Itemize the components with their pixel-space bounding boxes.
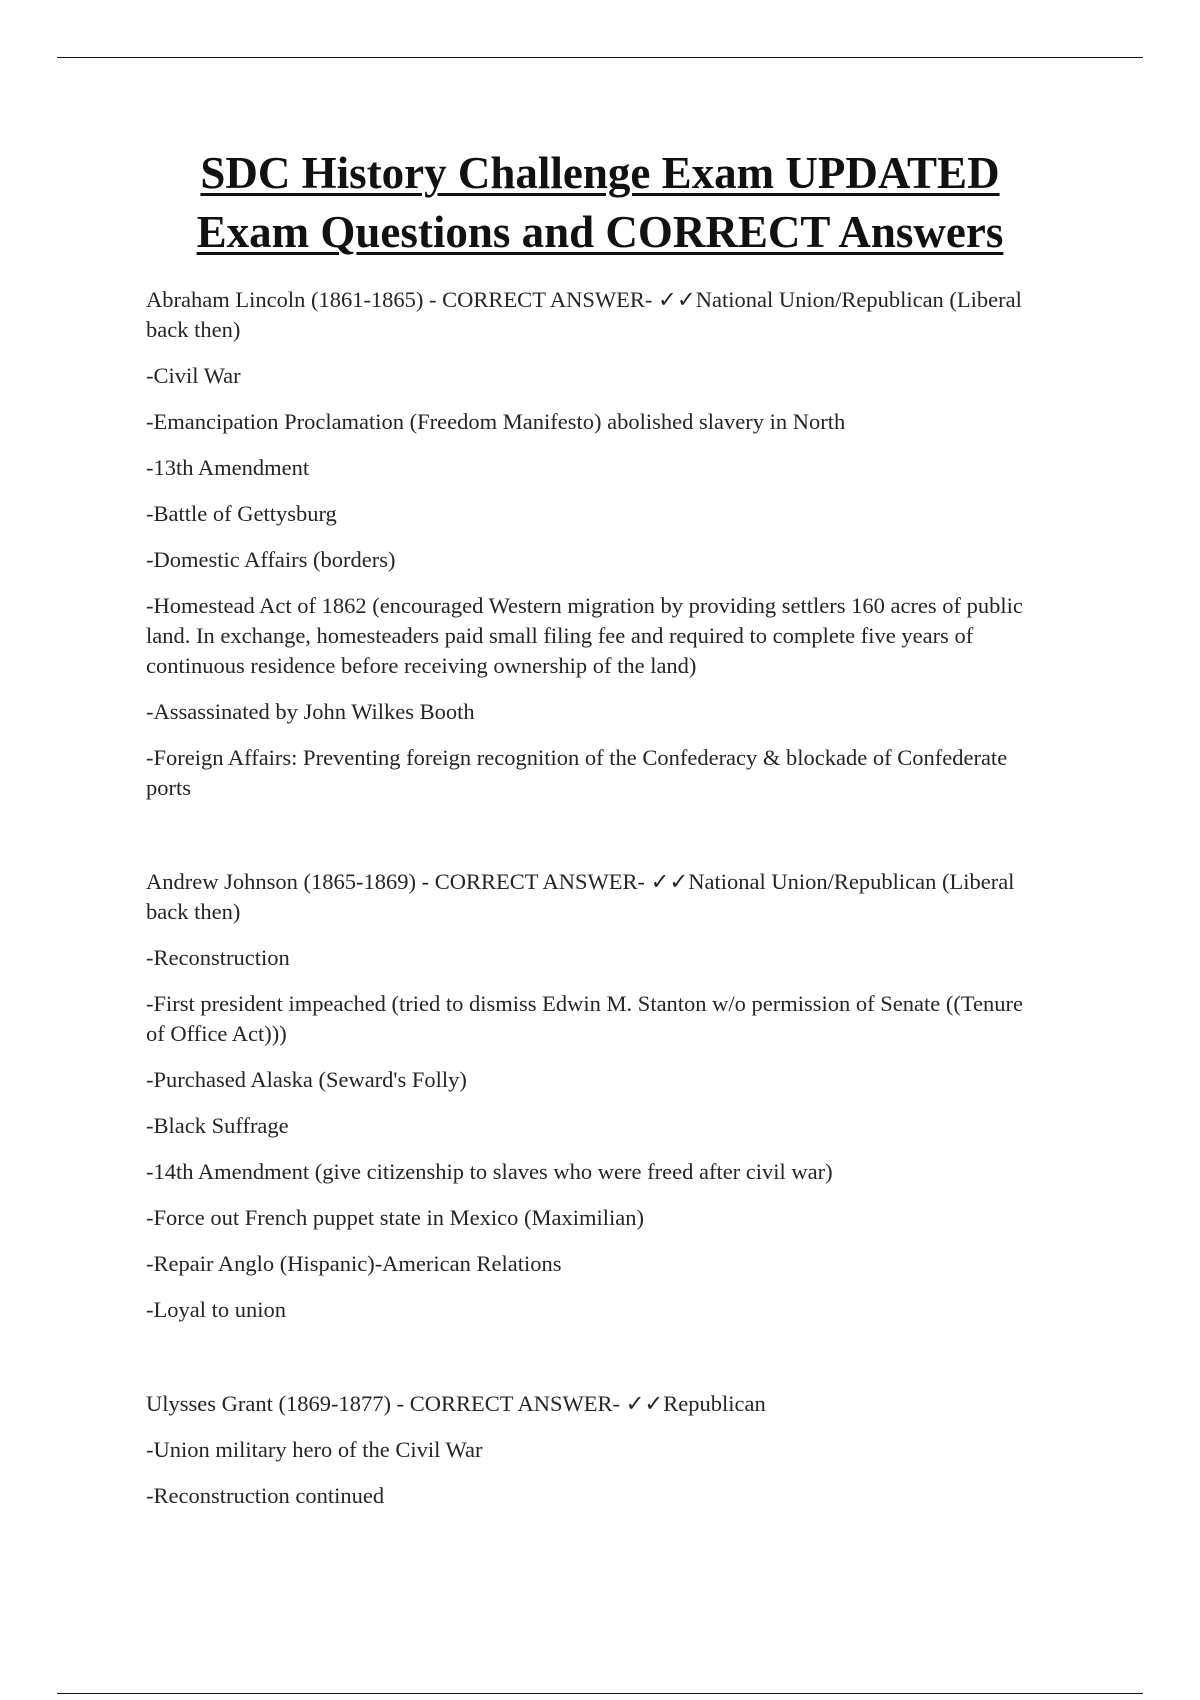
entry-point: -Reconstruction bbox=[146, 945, 290, 970]
entry-point: -Reconstruction continued bbox=[146, 1483, 385, 1508]
entry-point: -Battle of Gettysburg bbox=[146, 501, 337, 526]
entry-point: -Civil War bbox=[146, 363, 241, 388]
title-line-1: SDC History Challenge Exam UPDATED bbox=[200, 148, 1000, 198]
top-rule bbox=[57, 57, 1143, 58]
entry-abraham-lincoln bbox=[146, 285, 1046, 803]
bottom-rule bbox=[57, 1693, 1143, 1694]
entry-point: -Foreign Affairs: Preventing foreign recognition of the Confederacy & blockade of Confederate ports bbox=[146, 745, 1008, 800]
entry-point: -Assassinated by John Wilkes Booth bbox=[146, 699, 475, 724]
entry-point: -13th Amendment bbox=[146, 455, 310, 480]
entry-point: -Homestead Act of 1862 (encouraged Western migration by providing settlers 160 acres of public land. In exchange, homesteaders paid small filing fee and required to complete five years of continuous residence before receiving ownership of the land) bbox=[146, 593, 1023, 678]
entry-point: -14th Amendment (give citizenship to slaves who were freed after civil war) bbox=[146, 1159, 833, 1184]
entry-point: -Union military hero of the Civil War bbox=[146, 1437, 483, 1462]
entry-point: -First president impeached (tried to dismiss Edwin M. Stanton w/o permission of Senate ((Tenure of Office Act))) bbox=[146, 991, 1024, 1046]
document-body bbox=[146, 285, 1046, 1527]
entry-question: Ulysses Grant (1869-1877) - CORRECT ANSWER- ✓✓Republican bbox=[146, 1391, 766, 1416]
entry-point: -Loyal to union bbox=[146, 1297, 286, 1322]
entry-point: -Emancipation Proclamation (Freedom Manifesto) abolished slavery in North bbox=[146, 409, 846, 434]
entry-question: Andrew Johnson (1865-1869) - CORRECT ANSWER- ✓✓National Union/Republican (Liberal back then) bbox=[146, 869, 1015, 924]
entry-point: -Purchased Alaska (Seward's Folly) bbox=[146, 1067, 467, 1092]
document-title bbox=[100, 144, 1100, 262]
title-line-2: Exam Questions and CORRECT Answers bbox=[196, 207, 1004, 257]
entry-point: -Black Suffrage bbox=[146, 1113, 289, 1138]
entry-andrew-johnson bbox=[146, 867, 1046, 1325]
entry-point: -Domestic Affairs (borders) bbox=[146, 547, 396, 572]
entry-point: -Repair Anglo (Hispanic)-American Relations bbox=[146, 1251, 562, 1276]
entry-question: Abraham Lincoln (1861-1865) - CORRECT ANSWER- ✓✓National Union/Republican (Liberal back then) bbox=[146, 287, 1022, 342]
entry-point: -Force out French puppet state in Mexico (Maximilian) bbox=[146, 1205, 644, 1230]
entry-ulysses-grant bbox=[146, 1389, 1046, 1511]
